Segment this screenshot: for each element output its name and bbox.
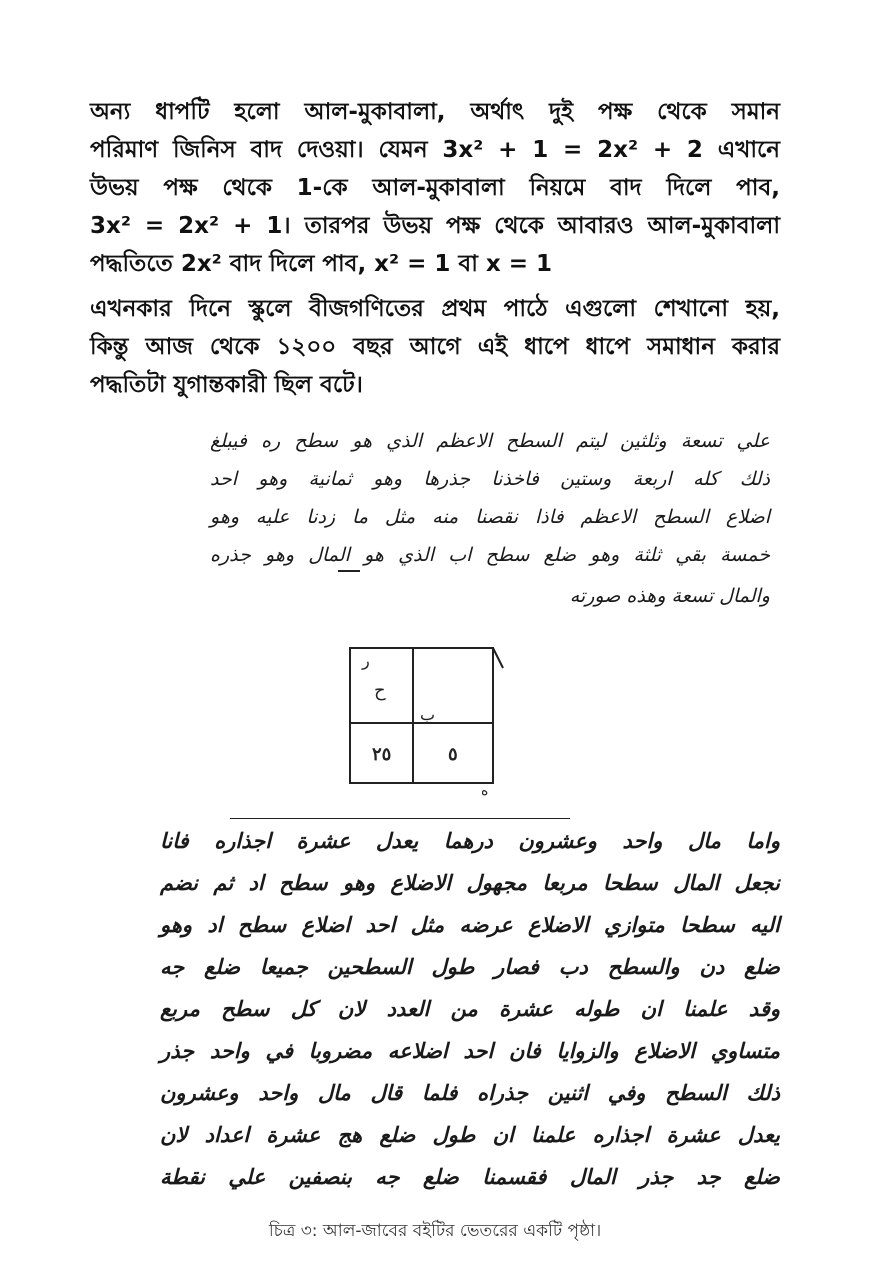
label-bottom-right: ٥ — [448, 744, 458, 765]
arabic-line-content: والمال تسعة وهذه صورته — [569, 585, 770, 607]
text-line — [90, 366, 780, 404]
label-below: ه — [481, 783, 489, 799]
arabic-text-bottom — [160, 828, 780, 1208]
paragraph-al-muqabala — [90, 93, 780, 283]
arabic-line — [160, 996, 780, 1030]
arabic-line-content: اضلاع السطح الاعظم فاذا نقصنا منه مثل ما زدنا عليه وهو — [210, 506, 770, 528]
overline — [338, 570, 360, 572]
text-line-content: অন্য ধাপটি হলো আল-মুকাবালা, অর্থাৎ দুই পক্ষ থেকে সমান — [90, 99, 780, 125]
arabic-line-content: ضلع دن والسطح دب فصار طول السطحين جميعا ضلع جه — [160, 954, 780, 979]
text-line — [90, 328, 780, 366]
arabic-line — [210, 506, 770, 540]
label-top-left: ر — [362, 651, 370, 670]
arabic-text-top — [210, 430, 770, 620]
arabic-line-content: واما مال واحد وعشرون درهما يعدل عشرة اجذاره فانا — [160, 828, 780, 853]
arabic-line — [160, 954, 780, 988]
label-bottom-left: ٢٥ — [372, 744, 392, 765]
arabic-line — [210, 544, 770, 578]
arabic-line-content: ضلع جد جذر المال فقسمنا ضلع جه بنصفين علي نقطة — [160, 1164, 780, 1189]
top-rule — [230, 818, 570, 819]
text-line — [90, 290, 780, 328]
text-line-content: পদ্ধতিটা যুগান্তকারী ছিল বটে। — [90, 372, 363, 398]
corner-tick — [493, 648, 503, 668]
arabic-line-content: يعدل عشرة اجذاره علمنا ان طول ضلع هج عشرة اعداد لان — [160, 1122, 780, 1147]
arabic-line — [210, 468, 770, 502]
label-mid-left: ح — [374, 680, 386, 701]
arabic-line — [210, 430, 770, 464]
text-line — [90, 169, 780, 207]
text-line-content: পদ্ধতিতে 2x² বাদ দিলে পাব, x² = 1 বা x = 1 — [90, 251, 552, 277]
arabic-line — [160, 1164, 780, 1198]
arabic-line-content: ذلك السطح وفي اثنين جذراه فلما قال مال واحد وعشرون — [160, 1080, 780, 1105]
text-line — [90, 131, 780, 169]
text-line-content: কিন্তু আজ থেকে ১২০০ বছর আগে এই ধাপে ধাপে সমাধান করার — [90, 334, 780, 360]
arabic-line-content: اليه سطحا متوازي الاضلاع عرضه مثل احد اضلاع سطح اد وهو — [160, 912, 780, 937]
text-line-content: 3x² = 2x² + 1। তারপর উভয় পক্ষ থেকে আবারও আল-মুকাবালা — [90, 213, 780, 239]
text-line — [90, 207, 780, 245]
arabic-line-content: متساوي الاضلاع والزوايا فان احد اضلاعه مضروبا في واحد جذر — [160, 1038, 780, 1063]
arabic-line-content: علي تسعة وثلثين ليتم السطح الاعظم الذي هو سطح ره فيبلغ — [210, 430, 770, 452]
arabic-line-content: وقد علمنا ان طوله عشرة من العدد لان كل سطح مربع — [160, 996, 780, 1021]
text-line-content: উভয় পক্ষ থেকে 1-কে আল-মুকাবালা নিয়মে বাদ দিলে পাব, — [90, 175, 780, 201]
text-line — [90, 93, 780, 131]
text-line — [90, 245, 780, 283]
arabic-line — [160, 1122, 780, 1156]
arabic-line-content: ذلك كله اربعة وستين فاخذنا جذرها وهو ثمانية وهو احد — [210, 468, 770, 490]
arabic-line — [160, 828, 780, 862]
text-line-content: এখনকার দিনে স্কুলে বীজগণিতের প্রথম পাঠে এগুলো শেখানো হয়, — [90, 296, 780, 322]
label-center: ب — [420, 705, 436, 724]
arabic-line — [160, 912, 780, 946]
arabic-line-content: خمسة بقي ثلثة وهو ضلع سطح اب الذي هو المال وهو جذره — [210, 544, 770, 566]
paragraph-history — [90, 290, 780, 410]
arabic-line — [160, 1080, 780, 1114]
arabic-line-content: نجعل المال سطحا مربعا مجهول الاضلاع وهو سطح اد ثم نضم — [160, 870, 780, 895]
arabic-line — [160, 1038, 780, 1072]
square-diagram — [0, 640, 870, 800]
arabic-line — [210, 585, 770, 619]
figure-caption: চিত্র ৩: আল-জাবের বইটির ভেতরের একটি পৃষ্ঠা। — [268, 1221, 602, 1241]
arabic-line — [160, 870, 780, 904]
text-line-content: পরিমাণ জিনিস বাদ দেওয়া। যেমন 3x² + 1 = 2x² + 2 এখানে — [90, 137, 780, 163]
